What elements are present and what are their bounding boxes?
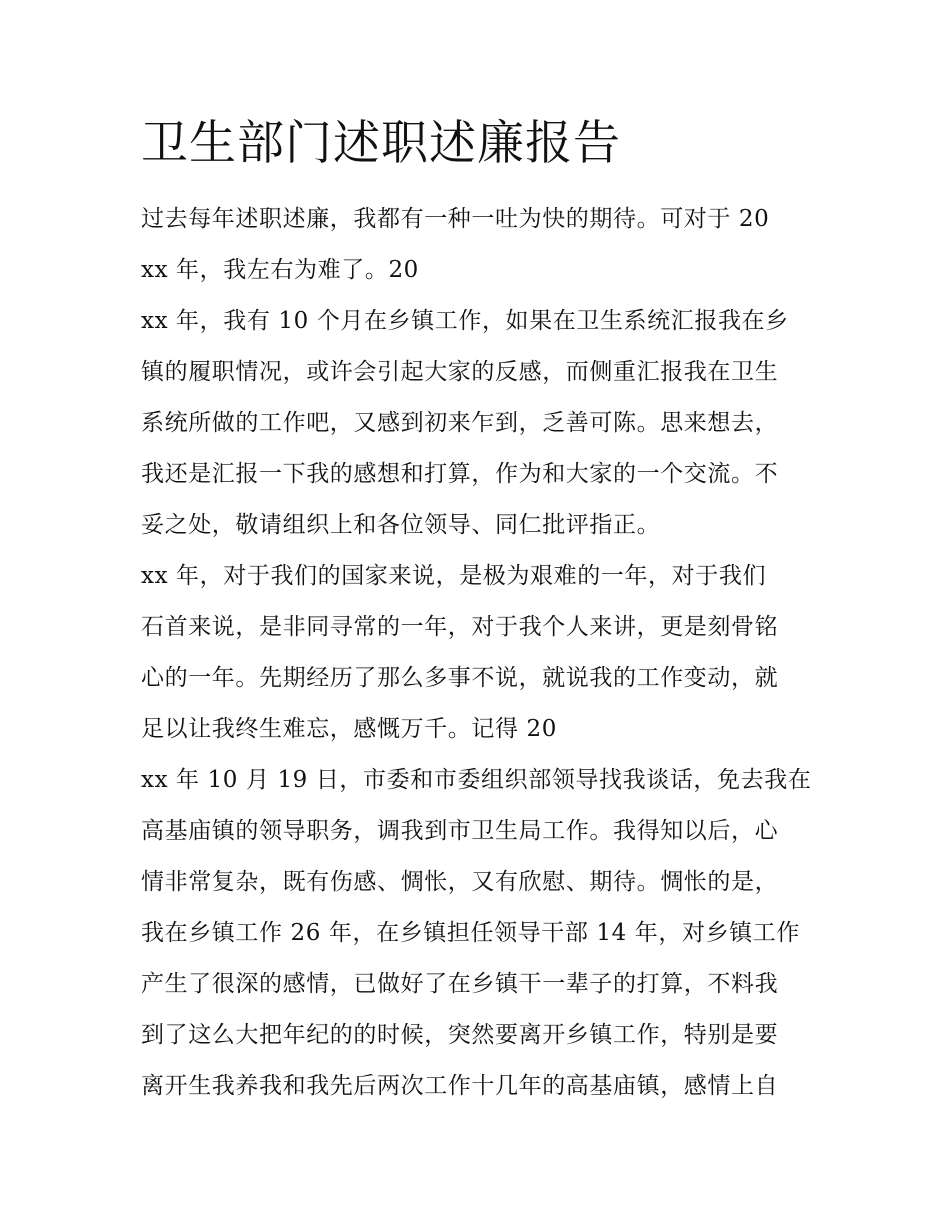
document-content [141, 112, 821, 1112]
body-line-13: 高基庙镇的领导职务，调我到市卫生局工作。我得知以后，心 [141, 818, 779, 844]
body-line-10: 心的一年。先期经历了那么多事不说，就说我的工作变动，就 [141, 665, 779, 691]
body-line-5: 系统所做的工作吧，又感到初来乍到，乏善可陈。思来想去， [141, 410, 779, 436]
body-line-6: 我还是汇报一下我的感想和打算，作为和大家的一个交流。不 [141, 461, 779, 487]
body-line-1: 过去每年述职述廉，我都有一种一吐为快的期待。可对于 20 [141, 206, 770, 232]
body-line-11: 足以让我终生难忘，感慨万千。记得 20 [141, 716, 557, 742]
body-line-9: 石首来说，是非同寻常的一年，对于我个人来讲，更是刻骨铭 [141, 614, 779, 640]
body-line-7: 妥之处，敬请组织上和各位领导、同仁批评指正。 [141, 512, 661, 538]
body-line-14: 情非常复杂，既有伤感、惆怅，又有欣慰、期待。惆怅的是， [141, 869, 779, 895]
body-line-12: xx 年 10 月 19 日，市委和市委组织部领导找我谈话，免去我在 [141, 767, 812, 793]
body-line-17: 到了这么大把年纪的的时候，突然要离开乡镇工作，特别是要 [141, 1022, 779, 1048]
body-line-4: 镇的履职情况，或许会引起大家的反感，而侧重汇报我在卫生 [141, 359, 779, 385]
body-line-18: 离开生我养我和我先后两次工作十几年的高基庙镇，感情上自 [141, 1073, 779, 1099]
document-title: 卫生部门述职述廉报告 [141, 116, 621, 171]
document-body [141, 194, 821, 1112]
body-line-16: 产生了很深的感情，已做好了在乡镇干一辈子的打算，不料我 [141, 971, 779, 997]
body-line-15: 我在乡镇工作 26 年，在乡镇担任领导干部 14 年，对乡镇工作 [141, 920, 800, 946]
body-line-3: xx 年，我有 10 个月在乡镇工作，如果在卫生系统汇报我在乡 [141, 308, 789, 334]
body-line-2: xx 年，我左右为难了。20 [141, 257, 419, 283]
body-line-8: xx 年，对于我们的国家来说，是极为艰难的一年，对于我们 [141, 563, 767, 589]
